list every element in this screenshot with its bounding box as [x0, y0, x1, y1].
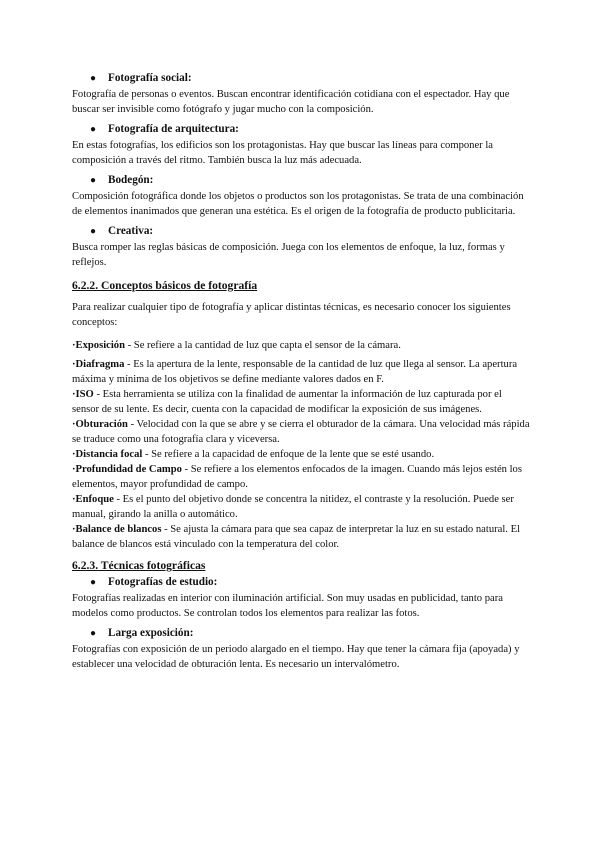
bullet-icon: ● [90, 124, 97, 135]
paragraph: Fotografía de personas o eventos. Buscan encontrar identificación cotidiana con el espectador. Hay que buscar ser invisible como fotógrafo y jugar mucho con la composición. [72, 89, 510, 115]
bullet-heading [72, 574, 530, 591]
paragraph: Busca romper las reglas básicas de composición. Juega con los elementos de enfoque, la luz, formas y reflejos. [72, 242, 505, 268]
concept-item [72, 522, 530, 552]
paragraph: En estas fotografías, los edificios son los protagonistas. Hay que buscar las líneas para componer la composición a través del ritmo. También busca la luz más adecuada. [72, 140, 493, 166]
concept-description: - Se refiere a la capacidad de enfoque de la lente que se esté usando. [142, 449, 435, 460]
paragraph: Fotografías con exposición de un periodo alargado en el tiempo. Hay que tener la cámara fija (apoyada) y establecer una velocidad de obturación lenta. Es necesario un intervalómetro. [72, 644, 520, 670]
page-content [72, 70, 530, 676]
bullet-icon: ● [90, 628, 97, 639]
heading-fotografia-arquitectura: Fotografía de arquitectura: [108, 123, 239, 135]
paragraph: Fotografías realizadas en interior con iluminación artificial. Son muy usadas en publicidad, tanto para modelos como productos. Se controlan todos los elementos para realizar las fotos. [72, 593, 503, 619]
concept-description: - Es la apertura de la lente, responsable de la cantidad de luz que llega al sensor. La apertura máxima y mínima de los objetivos se define mediante valores dados en F. [72, 359, 518, 385]
heading-larga-exposicion: Larga exposición: [108, 627, 194, 639]
bullet-heading [72, 121, 530, 138]
paragraph: Composición fotográfica donde los objetos o productos son los protagonistas. Se trata de una combinación de elementos inanimados que generan una estética. Es el origen de la fotografía de producto publicitaria. [72, 191, 524, 217]
concept-description: - Esta herramienta se utiliza con la finalidad de aumentar la información de luz capturada por el sensor de su lente. Es decir, cuenta con la capacidad de modificar la exposición de sus imágenes. [72, 389, 502, 415]
concept-item [72, 387, 530, 417]
heading-creativa: Creativa: [108, 225, 154, 237]
bullet-icon: ● [90, 226, 97, 237]
concept-term: ·ISO [72, 389, 94, 400]
concept-item [72, 417, 530, 447]
concept-term: ·Balance de blancos [72, 524, 162, 535]
concept-item [72, 447, 530, 462]
concept-item [72, 462, 530, 492]
heading-bodegon: Bodegón: [108, 174, 154, 186]
concept-term: ·Profundidad de Campo [72, 464, 182, 475]
heading-fotografia-social: Fotografía social: [108, 72, 192, 84]
bullet-heading [72, 172, 530, 189]
concept-term: ·Obturación [72, 419, 128, 430]
heading-fotografias-estudio: Fotografías de estudio: [108, 576, 218, 588]
intro-paragraph: Para realizar cualquier tipo de fotografía y aplicar distintas técnicas, es necesario conocer los siguientes conceptos: [72, 302, 511, 328]
concept-term: ·Enfoque [72, 494, 114, 505]
concept-item [72, 492, 530, 522]
section-heading-6-2-2: 6.2.2. Conceptos básicos de fotografía [72, 279, 258, 292]
bullet-heading [72, 70, 530, 87]
concept-description: - Velocidad con la que se abre y se cierra el obturador de la cámara. Una velocidad más rápida se traduce como una fotografía clara y viceversa. [72, 419, 530, 445]
concept-description: - Es el punto del objetivo donde se concentra la nitidez, el contraste y la resolución. Puede ser manual, girando la anilla o automático. [72, 494, 514, 520]
bullet-icon: ● [90, 73, 97, 84]
concept-description: - Se refiere a los elementos enfocados de la imagen. Cuando más lejos estén los elementos, mayor profundidad de campo. [72, 464, 522, 490]
concept-term: ·Diafragma [72, 359, 125, 370]
bullet-heading [72, 223, 530, 240]
concept-item [72, 338, 530, 353]
bullet-icon: ● [90, 577, 97, 588]
bullet-icon: ● [90, 175, 97, 186]
concept-item [72, 357, 530, 387]
concept-term: ·Distancia focal [72, 449, 143, 460]
bullet-heading [72, 625, 530, 642]
concept-description: - Se ajusta la cámara para que sea capaz de interpretar la luz en su estado natural. El balance de blancos está vinculado con la temperatura del color. [72, 524, 521, 550]
section-heading-6-2-3: 6.2.3. Técnicas fotográficas [72, 559, 206, 572]
concept-term: ·Exposición [72, 340, 125, 351]
concept-description: - Se refiere a la cantidad de luz que capta el sensor de la cámara. [124, 340, 401, 351]
